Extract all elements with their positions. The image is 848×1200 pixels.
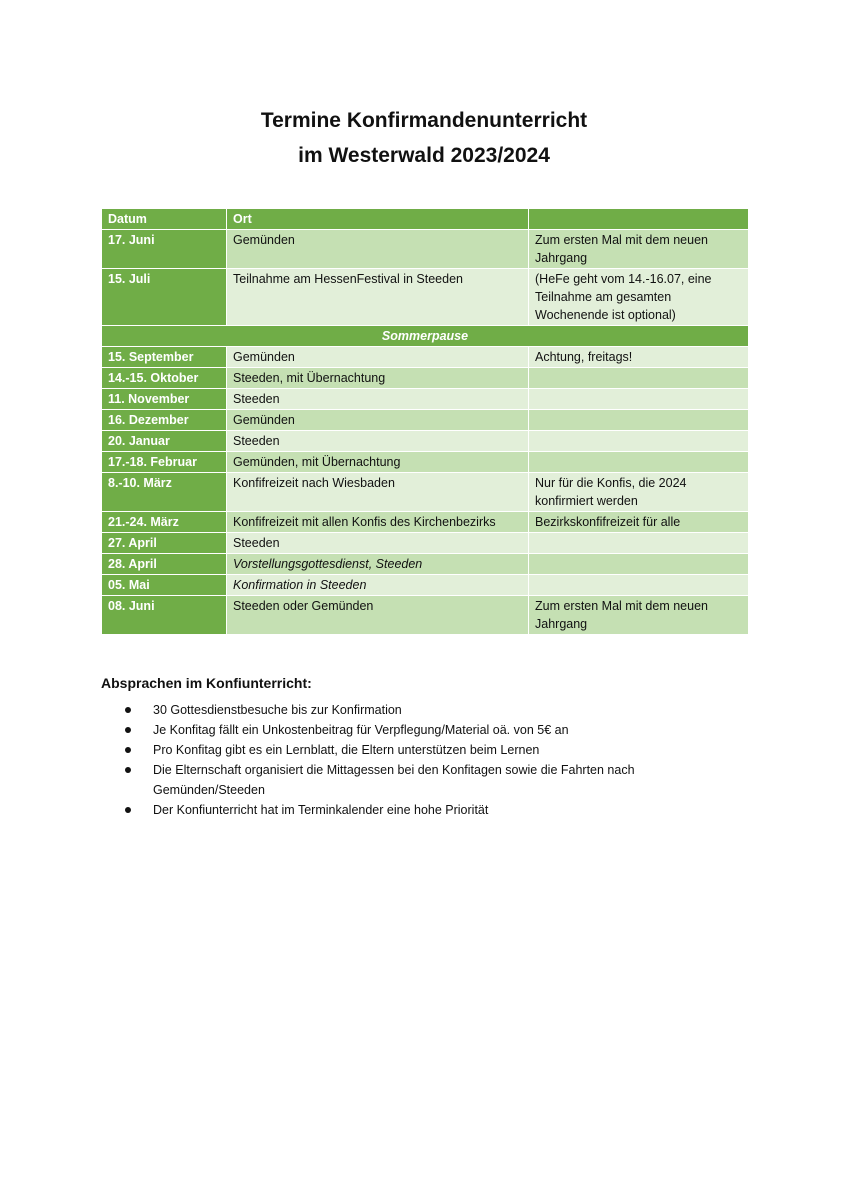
table-row xyxy=(102,452,749,473)
row-place: Vorstellungsgottesdienst, Steeden xyxy=(227,554,529,575)
header-date: Datum xyxy=(102,209,227,230)
bullet-icon xyxy=(125,707,131,713)
table-row xyxy=(102,347,749,368)
table-row xyxy=(102,554,749,575)
list-item-text: 30 Gottesdienstbesuche bis zur Konfirmation xyxy=(153,703,402,717)
list-item xyxy=(101,800,741,820)
list-item-text: Pro Konfitag gibt es ein Lernblatt, die Eltern unterstützen beim Lernen xyxy=(153,743,540,757)
row-note: Bezirkskonfifreizeit für alle xyxy=(529,512,749,533)
table-header-row xyxy=(102,209,749,230)
summer-break-row xyxy=(102,326,749,347)
row-place: Steeden oder Gemünden xyxy=(227,596,529,635)
row-date: 17. Juni xyxy=(102,230,227,269)
row-date: 15. Juli xyxy=(102,269,227,326)
row-note xyxy=(529,554,749,575)
row-note: Zum ersten Mal mit dem neuen Jahrgang xyxy=(529,230,749,269)
header-note xyxy=(529,209,749,230)
row-date: 27. April xyxy=(102,533,227,554)
table-row xyxy=(102,269,749,326)
bullet-icon xyxy=(125,747,131,753)
row-date: 05. Mai xyxy=(102,575,227,596)
row-note: Nur für die Konfis, die 2024 konfirmiert werden xyxy=(529,473,749,512)
summer-break-label: Sommerpause xyxy=(102,326,749,347)
row-note: (HeFe geht vom 14.-16.07, eine Teilnahme am gesamten Wochenende ist optional) xyxy=(529,269,749,326)
table-row xyxy=(102,512,749,533)
row-date: 11. November xyxy=(102,389,227,410)
row-place: Steeden, mit Übernachtung xyxy=(227,368,529,389)
row-date: 17.-18. Februar xyxy=(102,452,227,473)
row-date: 08. Juni xyxy=(102,596,227,635)
list-item xyxy=(101,740,741,760)
row-date: 28. April xyxy=(102,554,227,575)
row-note xyxy=(529,452,749,473)
table-row xyxy=(102,575,749,596)
row-place: Teilnahme am HessenFestival in Steeden xyxy=(227,269,529,326)
row-note xyxy=(529,410,749,431)
row-place: Gemünden xyxy=(227,230,529,269)
row-date: 21.-24. März xyxy=(102,512,227,533)
table-row xyxy=(102,230,749,269)
list-item xyxy=(101,700,741,720)
table-row xyxy=(102,410,749,431)
row-note: Zum ersten Mal mit dem neuen Jahrgang xyxy=(529,596,749,635)
row-note xyxy=(529,389,749,410)
row-note: Achtung, freitags! xyxy=(529,347,749,368)
list-item-text: Der Konfiunterricht hat im Terminkalender eine hohe Priorität xyxy=(153,803,489,817)
row-place: Konfirmation in Steeden xyxy=(227,575,529,596)
row-note xyxy=(529,575,749,596)
list-item xyxy=(101,760,741,800)
header-place: Ort xyxy=(227,209,529,230)
table-row xyxy=(102,368,749,389)
row-place: Steeden xyxy=(227,389,529,410)
row-place: Konfifreizeit mit allen Konfis des Kirchenbezirks xyxy=(227,512,529,533)
page-title xyxy=(0,103,848,173)
row-place: Gemünden, mit Übernachtung xyxy=(227,452,529,473)
table-row xyxy=(102,473,749,512)
row-date: 14.-15. Oktober xyxy=(102,368,227,389)
row-note xyxy=(529,368,749,389)
row-place: Steeden xyxy=(227,431,529,452)
bullet-icon xyxy=(125,727,131,733)
table-row xyxy=(102,431,749,452)
list-item-text: Die Elternschaft organisiert die Mittagessen bei den Konfitagen sowie die Fahrten nach Gemünden/Steeden xyxy=(153,763,635,797)
schedule-table xyxy=(101,208,749,635)
row-date: 16. Dezember xyxy=(102,410,227,431)
row-date: 8.-10. März xyxy=(102,473,227,512)
title-line-1: Termine Konfirmandenunterricht xyxy=(260,109,588,132)
table-row xyxy=(102,596,749,635)
list-item xyxy=(101,720,741,740)
bullet-icon xyxy=(125,767,131,773)
row-place: Steeden xyxy=(227,533,529,554)
agreements-list xyxy=(101,700,741,820)
row-place: Gemünden xyxy=(227,410,529,431)
bullet-icon xyxy=(125,807,131,813)
row-place: Gemünden xyxy=(227,347,529,368)
title-line-2: im Westerwald 2023/2024 xyxy=(298,144,550,167)
row-place: Konfifreizeit nach Wiesbaden xyxy=(227,473,529,512)
table-row xyxy=(102,533,749,554)
table-row xyxy=(102,389,749,410)
row-note xyxy=(529,431,749,452)
row-date: 20. Januar xyxy=(102,431,227,452)
row-date: 15. September xyxy=(102,347,227,368)
list-item-text: Je Konfitag fällt ein Unkostenbeitrag für Verpflegung/Material oä. von 5€ an xyxy=(153,723,569,737)
row-note xyxy=(529,533,749,554)
agreements-heading: Absprachen im Konfiunterricht: xyxy=(101,675,312,691)
